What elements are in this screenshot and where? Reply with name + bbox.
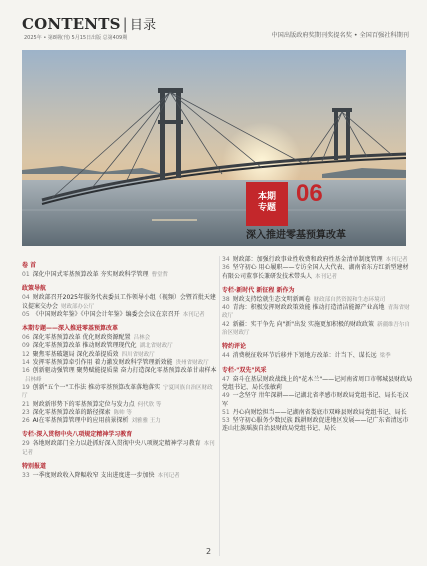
entry-title: 发挥零基预算牵引作用 着力激发财政科学管理新效能 [32,359,173,367]
toc-entry[interactable] [22,384,218,401]
entry-title: 新疆：实干争先 向"新"出发 实施更加积极的财政政策 [232,320,374,328]
left-toc-column [22,256,218,480]
column-divider [219,256,220,556]
entry-author: 刘雅雅 王力 [131,418,161,425]
entry-author: 青海省财政厅 [222,305,410,320]
entry-author: 何代欣 等 [137,401,162,408]
section-title: 特约评论 [222,343,247,351]
entry-author: 本刊记者 [157,473,180,480]
toc-entry[interactable] [222,352,414,360]
entry-title: 深化中国式零基预算改革 夯实财政科学管理 [32,271,149,278]
entry-title: 奋斗在基层财政战线上的"花木兰"——记河南省周口市郸城县财政局党组书记、局长张敏莉 [222,375,413,391]
entry-author: 本刊记者 [385,257,408,263]
toc-entry[interactable] [22,472,218,480]
entry-title: 财政新形势下的零基预算定位与发力点 [32,400,135,408]
section-title: 专栏·深入贯彻中央八项规定精神学习教育 [22,431,133,439]
toc-entry[interactable] [222,321,414,338]
entry-author: 本刊记者 [315,273,338,280]
entry-title: AI在零基预算管理中的应用前景探析 [32,417,129,425]
cover-photo [22,50,406,246]
entry-page-number: 42 [222,320,230,328]
entry-page-number: 49 [222,392,230,400]
entry-page-number: 40 [222,304,230,312]
entry-title: 创新驱动强管理 聚势赋能提质量 奋力打造深化零基预算改革甘肃样本 [32,367,217,375]
toc-entry[interactable] [22,409,218,417]
toc-entry[interactable] [222,392,414,409]
section-title: 卷 首 [22,262,37,269]
entry-page-number: 04 [22,294,30,302]
toc-entry[interactable] [22,401,218,409]
entry-page-number: 47 [222,375,230,383]
toc-entry[interactable] [222,304,414,321]
toc-entry[interactable] [222,264,414,281]
entry-page-number: 29 [22,440,30,448]
entry-page-number: 51 [222,408,230,416]
logo-separator: | [122,15,128,33]
entry-page-number: 26 [22,417,30,425]
entry-title: 财政部：加强行政事业性收费和政府性基金清单制度管理 [232,256,383,263]
entry-author: 曹堂哲 [151,272,169,278]
entry-author: 吕林峰 [25,376,42,383]
entry-title: 坚守初心 用心履职——专访全国人大代表、湖南省东方红新型建材有限公司董事长兼研发技术带头人 [222,264,409,280]
entry-title: 《中国财政年鉴》《中国会计年鉴》编委会会议在京召开 [32,310,180,318]
toc-entry[interactable] [22,351,218,359]
section-title: 政策导航 [22,285,47,293]
feature-title: 深入推进零基预算改革 [246,230,346,241]
toc-entry[interactable] [22,342,218,350]
entry-page-number: 14 [22,359,30,367]
entry-title: 财政部召开2025年服务代表委员工作领导小组（视频）会暨首批天建议提案交办会 [22,294,216,310]
entry-author: 湖北省财政厅 [139,343,173,350]
contents-logo [22,14,156,33]
entry-page-number: 33 [22,472,30,480]
entry-page-number: 38 [222,295,230,303]
entry-title: 一念坚守 卅年深耕——记湖北省孝感市财政局党组书记、局长毛汉军 [222,392,409,408]
entry-page-number: 36 [222,264,230,272]
entry-page-number: 44 [222,352,230,360]
toc-entry[interactable] [222,376,414,393]
entry-title: 消费税征收环节后移并下划地方改革：计当下、谋长远 [232,352,377,360]
entry-author: 本刊记者 [182,311,205,318]
toc-entry[interactable] [22,440,218,457]
section-title: 本期专题——深入推进零基预算改革 [22,325,119,333]
entry-title: 一季度财政收入降幅收窄 支出进度进一步加快 [32,472,155,480]
badge-line2: 专题 [257,203,276,213]
entry-title: 深化零基预算改革的路径探索 [32,408,111,416]
toc-entry[interactable] [22,367,218,384]
entry-author: 财政部自然资源和生态环境司 [313,296,386,303]
logo-main: CONTENTS [22,15,121,33]
entry-title: 聚焦零基破题局 深化改革提质效 [32,350,119,358]
section-title: 特别报道 [22,463,47,471]
entry-author: 宁夏回族自治区财政厅 [22,384,213,400]
toc-entry[interactable] [22,294,218,311]
entry-title: 各地财政部门全力以赴抓好深入贯彻中央八项规定精神学习教育 [32,440,201,448]
entry-title: 丹心向财绘担当——记湖南省娄底市双峰县财政局党组书记、局长 [232,408,407,416]
entry-page-number: 16 [22,367,30,375]
topic-badge [246,182,288,226]
toc-entry[interactable] [22,417,218,425]
entry-author: 财政部办公厅 [61,303,95,310]
entry-page-number: 01 [22,271,30,278]
entry-page-number: 19 [22,383,30,391]
entry-author: 本刊记者 [22,441,215,456]
logo-cn: 目录 [129,18,157,33]
entry-page-number: 09 [22,342,30,350]
entry-page-number: 12 [22,350,30,358]
entry-page-number: 05 [22,310,30,318]
page-number: 2 [206,547,212,556]
entry-title: 深化零基预算改革 推动财政管理现代化 [32,342,137,350]
issue-info: 2025年 • 第8期(刊) 5月15日出版 总第409期 [24,35,128,41]
right-toc-column [222,256,414,434]
toc-entry[interactable] [222,409,414,417]
journal-honors: 中国出版政府奖期刊奖提名奖 • 全国百强社科期刊 [271,32,409,39]
topic-page-number: 06 [296,180,323,207]
section-title: 专栏·新时代 新征程 新作为 [222,286,295,294]
entry-page-number: 21 [22,400,30,408]
toc-entry[interactable] [22,271,218,279]
entry-title: 青海：积极发挥财政政策效能 推动打造清洁能源产业高地 [232,304,385,312]
entry-title: 深化零基预算改革 优化财政资源配置 [32,334,131,342]
entry-author: 贵州省财政厅 [175,360,209,367]
entry-author: 吕林会 [133,335,151,342]
entry-page-number: 34 [222,256,230,263]
entry-title: 财政支持绘就生态文明新画卷 [232,295,311,303]
bridge-photo [22,50,406,246]
entry-title: 坚守初心服务少数民族 践耕财政促进地区发展——记广东省清远市连山壮族瑶族自治县财政局党组书记、局长 [222,417,409,433]
badge-line1: 本期 [257,192,276,202]
entry-author: 梁季 [379,353,391,360]
entry-page-number: 23 [22,408,30,416]
entry-page-number: 06 [22,334,30,342]
entry-author: 陈帅 等 [113,409,132,416]
entry-author: 新疆维吾尔自治区财政厅 [222,321,410,337]
section-title: 专栏·"双先"风采 [222,366,267,374]
toc-entry[interactable] [222,417,414,434]
entry-author: 四川省财政厅 [121,351,155,358]
entry-page-number: 53 [222,417,230,425]
toc-entry[interactable] [22,311,218,319]
toc-entry[interactable] [222,296,414,304]
entry-title: 创新"五个一"工作法 推动零基预算改革落地落实 [32,383,161,391]
header [0,0,427,46]
